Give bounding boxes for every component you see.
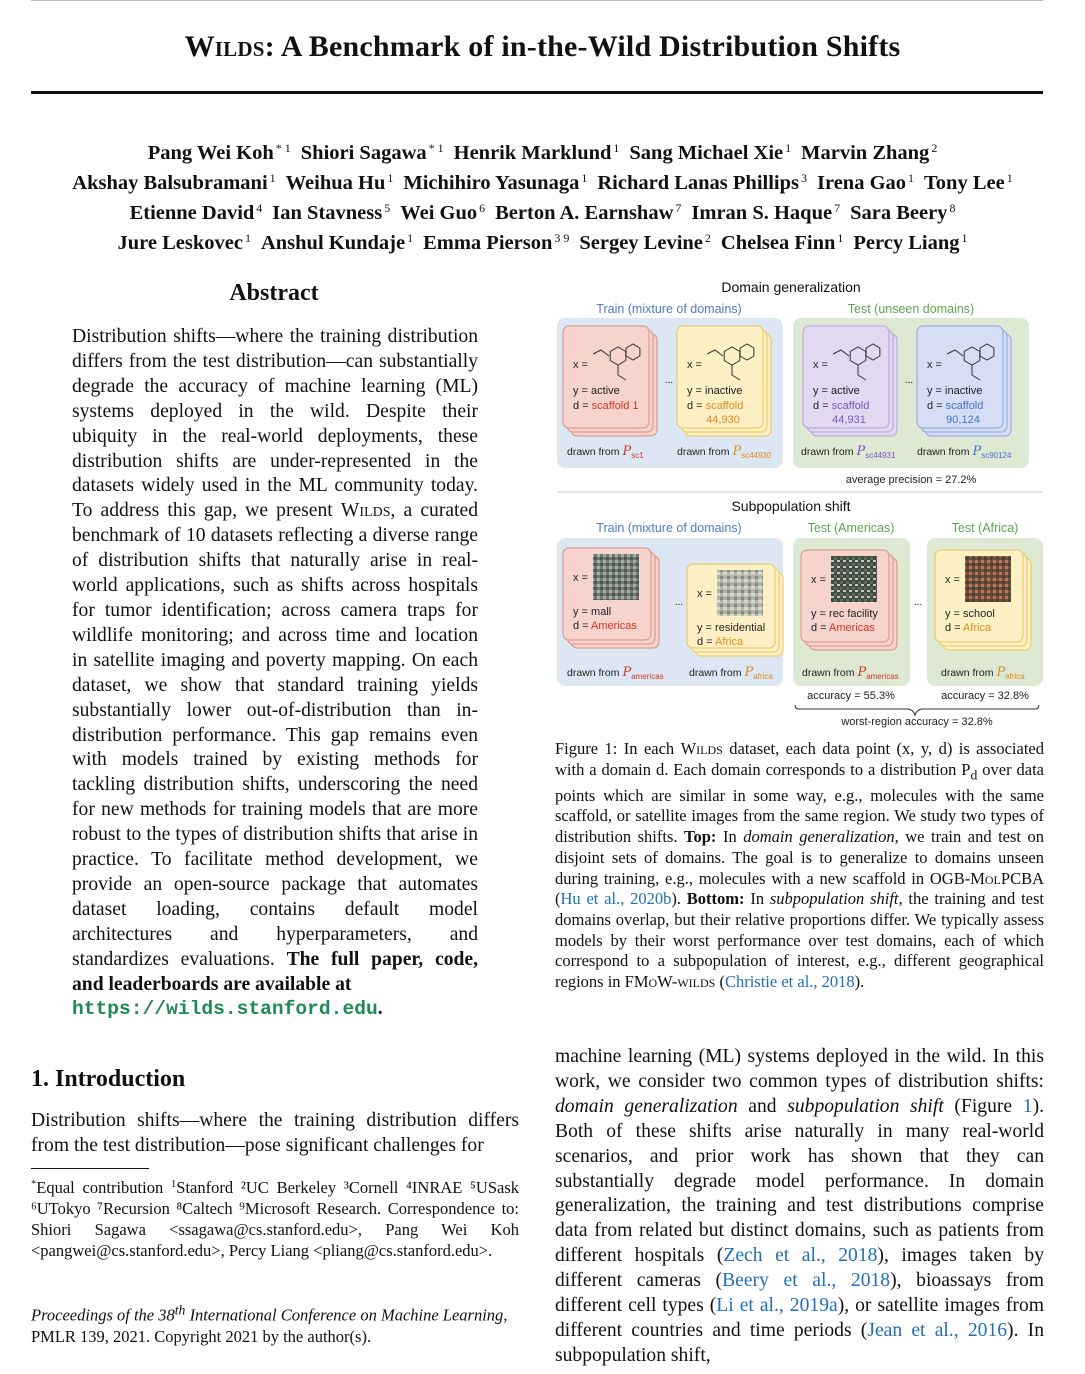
card-d-label: d = Africa	[697, 636, 744, 648]
figure-1	[555, 278, 1045, 733]
author: Sara Beery $^8$	[850, 201, 956, 224]
card-drawn-from: drawn from $P_{sc90124}$	[917, 444, 1012, 460]
author: Akshay Balsubramani $^1$	[72, 171, 276, 194]
dg-card-bg	[803, 326, 889, 428]
dg-ellipsis-1: ...	[664, 375, 674, 386]
intro-right-text: machine learning (ML) systems deployed in the wild. In this work, we consider two common types of distribution shifts: domain generalization and subpopulation shift (Figure 1). Both of these shifts arise naturally in many real-world scenarios, and prior work has shown that they can substantially degrade model performance. In domain generalization, the training and test distributions comprise data from related but distinct domains, such as patients from different hospitals (Zech et al., 2018), images taken by different cameras (Beery et al., 2018), bioassays from different cell types (Li et al., 2019a), or satellite images from different countries and time periods (Jean et al., 2016). In subpopulation shift,	[555, 1046, 1045, 1366]
author: Jure Leskovec $^1$	[117, 231, 251, 254]
card-x-label: x =	[927, 359, 942, 371]
card-x-label: x =	[697, 588, 712, 600]
author: Michihiro Yasunaga $^1$	[403, 171, 588, 194]
card-drawn-from: drawn from $P_{africa}$	[689, 665, 773, 681]
dg-card-bg	[917, 326, 1003, 428]
satellite-image	[831, 556, 877, 602]
sp-accuracy-americas: accuracy = 55.3%	[807, 690, 895, 702]
author: Tony Lee $^1$	[924, 171, 1013, 194]
card-drawn-from: drawn from $P_{sc1}$	[567, 444, 644, 460]
footnote-rule	[31, 1168, 149, 1169]
satellite-image	[965, 556, 1011, 602]
card-drawn-from: drawn from $P_{americas}$	[567, 665, 664, 681]
author: Weihua Hu $^1$	[285, 171, 394, 194]
author: Pang Wei Koh $^{* 1}$	[147, 141, 291, 164]
author: Emma Pierson $^{3 9}$	[423, 231, 570, 254]
dg-title: Domain generalization	[721, 279, 861, 295]
author: Anshul Kundaje $^1$	[260, 231, 414, 254]
card-y-label: y = school	[945, 608, 995, 620]
abstract-heading: Abstract	[229, 280, 319, 306]
top-rule	[31, 0, 1043, 1]
card-d-label: d = Africa	[945, 622, 992, 634]
intro-left-text: Distribution shifts—where the training distribution differs from the test distribution—pose significant challenges for	[31, 1110, 519, 1156]
card-d-label: d = scaffold	[813, 400, 870, 412]
card-drawn-from: drawn from $P_{americas}$	[802, 665, 899, 681]
sp-worst-region: worst-region accuracy = 32.8%	[841, 716, 993, 728]
author: Etienne David $^4$	[129, 201, 263, 224]
author: Sang Michael Xie $^1$	[629, 141, 792, 164]
title-wilds: Wilds	[184, 30, 265, 63]
card-d-value-2: 90,124	[946, 414, 980, 426]
cite-li-2019a[interactable]: Li et al., 2019a	[716, 1295, 838, 1317]
sp-test-americas-label: Test (Americas)	[807, 521, 895, 535]
dg-train-label: Train (mixture of domains)	[596, 302, 742, 316]
card-x-label: x =	[813, 359, 828, 371]
author: Irena Gao $^1$	[816, 171, 915, 194]
card-x-label: x =	[573, 359, 588, 371]
footnote: *Equal contribution $^1$Stanford ²UC Berkeley ³Cornell ⁴INRAE ⁵USask ⁶UTokyo ⁷Recursion ⁸Caltech ⁹Microsoft Research. Correspondence to: Shiori Sagawa <ssagawa@cs.stanford.edu>, Pang Wei Koh <pangwei@cs.stanford.edu>, Percy Liang <pliang@cs.stanford.edu>.	[31, 1178, 519, 1260]
author: Richard Lanas Phillips $^3$	[597, 171, 807, 194]
cite-jean-2016[interactable]: Jean et al., 2016	[867, 1319, 1008, 1341]
author: Berton A. Earnshaw $^7$	[495, 201, 682, 224]
cite-christie-2018[interactable]: Christie et al., 2018	[724, 972, 855, 992]
title-rest: : A Benchmark of in-the-Wild Distribution Shifts	[264, 30, 901, 63]
project-url-link[interactable]: https://wilds.stanford.edu	[72, 998, 378, 1021]
card-x-label: x =	[573, 572, 588, 584]
card-y-label: y = active	[813, 385, 860, 397]
card-drawn-from: drawn from $P_{sc44930}$	[677, 444, 772, 460]
figure-1-svg	[555, 278, 1045, 733]
card-y-label: y = inactive	[687, 385, 743, 397]
author-list	[20, 136, 1065, 256]
paper-title	[0, 30, 1085, 64]
dg-card-bg	[677, 326, 763, 428]
cite-zech-2018[interactable]: Zech et al., 2018	[723, 1245, 878, 1267]
section-heading-introduction: 1. Introduction	[31, 1066, 186, 1092]
sp-ellipsis-2: ...	[913, 597, 923, 608]
author: Shiori Sagawa $^{* 1}$	[300, 141, 444, 164]
author: Ian Stavness $^5$	[272, 201, 391, 224]
card-x-label: x =	[811, 574, 826, 586]
author: Marvin Zhang $^2$	[801, 141, 938, 164]
satellite-image	[717, 570, 763, 616]
sp-test-africa-label: Test (Africa)	[951, 521, 1019, 535]
dg-ellipsis-2: ...	[904, 375, 914, 386]
card-y-label: y = inactive	[927, 385, 983, 397]
card-d-value-2: 44,930	[706, 414, 740, 426]
card-d-value-2: 44,931	[832, 414, 866, 426]
author: Percy Liang $^1$	[853, 231, 968, 254]
author: Chelsea Finn $^1$	[720, 231, 844, 254]
satellite-image	[593, 554, 639, 600]
dg-card-bg	[563, 326, 649, 428]
card-x-label: x =	[945, 574, 960, 586]
author: Sergey Levine $^2$	[579, 231, 711, 254]
author: Imran S. Haque $^7$	[691, 201, 841, 224]
dg-metric: average precision = 27.2%	[845, 474, 977, 486]
figure-1-caption: Figure 1: In each Wilds dataset, each data point (x, y, d) is associated with a domain d. Each domain corresponds to a distribution $P_d$ over data points which are similar in some way, e.g., molecules with the same scaffold, or satellite images from the same region. We study two types of distribution shifts. Top: In domain generalization, we train and test on disjoint sets of domains. The goal is to generalize to domains unseen during training, e.g., molecules with a new scaffold in OGB-MolPCBA (Hu et al., 2020b). Bottom: In subpopulation shift, the training and test domains overlap, but their relative proportions differ. We typically assess models by their worst performance over test domains, each of which correspond to a subpopulation of interest, e.g., different geographical regions in FMoW-wilds (Christie et al., 2018).	[555, 739, 1045, 992]
figure-1-ref[interactable]: 1	[1022, 1095, 1033, 1117]
cite-hu-2020b[interactable]: Hu et al., 2020b	[560, 889, 672, 909]
cite-beery-2018[interactable]: Beery et al., 2018	[722, 1270, 891, 1292]
abstract-body: Distribution shifts—where the training distribution differs from the test distribution—can substantially degrade the accuracy of machine learning (ML) systems deployed in the wild. Despite their ubiquity in the real-world deployments, these distribution shifts are under-represented in the datasets widely used in the ML community today. To address this gap, we present Wilds, a curated benchmark of 10 datasets reflecting a diverse range of distribution shifts that naturally arise in real-world applications, such as shifts across hospitals for tumor identification; across camera traps for wildlife monitoring; and across time and location in satellite imaging and poverty mapping. On each dataset, we show that standard training yields substantially lower out-of-distribution than in-distribution performance. This gap remains even with models trained by existing methods for tackling distribution shifts, underscoring the need for new methods for training models that are more robust to the types of distribution shifts that arise in practice. To facilitate method development, we provide an open-source package that automates dataset loading, contains default model architectures and hyperparameters, and standardizes evaluations. The full paper, code, and leaderboards are available at https://wilds.stanford.edu.	[72, 326, 478, 1021]
card-d-label: d = scaffold 1	[573, 400, 639, 412]
author: Wei Guo $^6$	[400, 201, 486, 224]
card-d-label: d = scaffold	[927, 400, 984, 412]
card-drawn-from: drawn from $P_{sc44931}$	[801, 444, 896, 460]
card-x-label: x =	[687, 359, 702, 371]
card-d-label: d = Americas	[573, 620, 637, 632]
title-rule	[31, 91, 1043, 94]
dg-test-label: Test (unseen domains)	[847, 302, 975, 316]
card-y-label: y = residential	[697, 622, 766, 634]
card-y-label: y = active	[573, 385, 620, 397]
sp-train-label: Train (mixture of domains)	[596, 521, 742, 535]
card-y-label: y = mall	[573, 606, 612, 618]
card-d-label: d = Americas	[811, 622, 875, 634]
sp-brace	[795, 705, 1039, 715]
card-drawn-from: drawn from $P_{africa}$	[941, 665, 1025, 681]
sp-title: Subpopulation shift	[731, 498, 851, 514]
card-y-label: y = rec facility	[811, 608, 878, 620]
proceedings-note: Proceedings of the 38th International Conference on Machine Learning, PMLR 139, 2021. Copyright 2021 by the author(s).	[31, 1302, 508, 1346]
sp-accuracy-africa: accuracy = 32.8%	[941, 690, 1029, 702]
author: Henrik Marklund $^1$	[453, 141, 620, 164]
card-d-label: d = scaffold	[687, 400, 744, 412]
sp-ellipsis-1: ...	[674, 597, 684, 608]
